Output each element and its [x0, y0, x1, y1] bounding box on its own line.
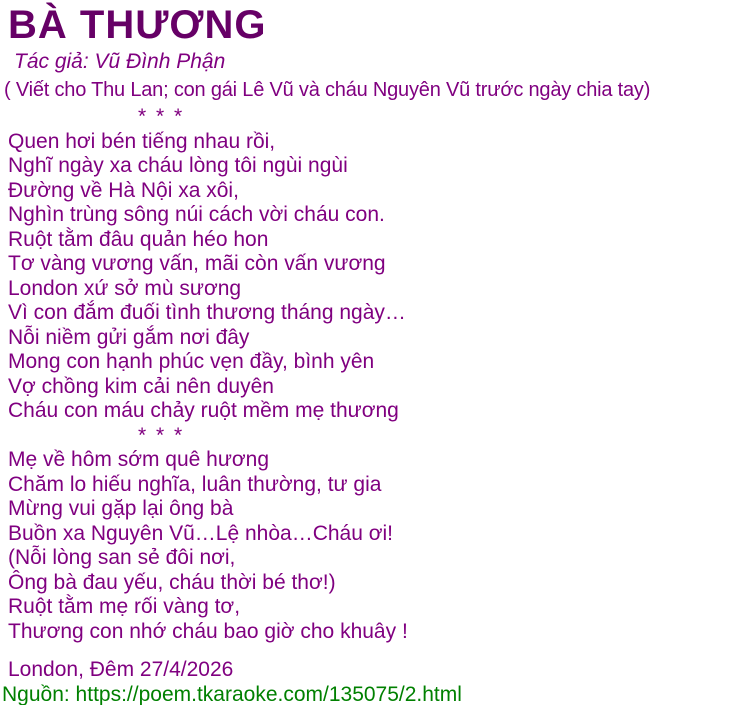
poem-line: Chăm lo hiếu nghĩa, luân thường, tư gia	[8, 472, 382, 496]
stanza-separator: * * *	[138, 423, 185, 447]
poem-line: Mẹ về hôm sớm quê hương	[8, 448, 270, 471]
poem-author: Tác giả: Vũ Đình Phận	[14, 50, 226, 73]
poem-line: Tơ vàng vương vấn, mãi còn vấn vương	[8, 252, 386, 275]
poem-signature: London, Đêm 27/4/2026	[8, 658, 234, 681]
poem-line: Nghĩ ngày xa cháu lòng tôi ngùi ngùi	[8, 154, 348, 177]
source-line: Nguồn: https://poem.tkaraoke.com/135075/2.html	[2, 682, 462, 705]
poem-line: London xứ sở mù sương	[8, 276, 242, 300]
poem-title: BÀ THƯƠNG	[8, 3, 267, 47]
stanza-2	[8, 448, 732, 644]
poem-line: Buồn xa Nguyên Vũ…Lệ nhòa…Cháu ơi!	[8, 521, 394, 545]
poem-line: (Nỗi lòng san sẻ đôi nơi,	[8, 546, 236, 569]
poem-line: Nghìn trùng sông núi cách vời cháu con.	[8, 203, 385, 226]
stanza-separator: * * *	[138, 105, 185, 128]
poem-line: Mừng vui gặp lại ông bà	[8, 497, 234, 520]
poem-line: Ruột tằm mẹ rối vàng tơ,	[8, 595, 241, 618]
poem-line: Ông bà đau yếu, cháu thời bé thơ!)	[8, 570, 336, 594]
poem-line: Nỗi niềm gửi gắm nơi đây	[8, 325, 250, 349]
poem-line: Mong con hạnh phúc vẹn đầy, bình yên	[8, 350, 375, 373]
poem-dedication: ( Viết cho Thu Lan; con gái Lê Vũ và cháu Nguyên Vũ trước ngày chia tay)	[4, 79, 651, 101]
poem-line: Cháu con máu chảy ruột mềm mẹ thương	[8, 399, 399, 422]
poem-line: Vợ chồng kim cải nên duyên	[8, 374, 274, 398]
poem-line: Ruột tằm đâu quản héo hon	[8, 227, 269, 251]
stanza-1	[8, 130, 732, 424]
poem-line: Đường về Hà Nội xa xôi,	[8, 178, 239, 202]
poem-line: Thương con nhớ cháu bao giờ cho khuây !	[8, 619, 408, 643]
poem-line: Quen hơi bén tiếng nhau rồi,	[8, 129, 276, 153]
poem-line: Vì con đắm đuối tình thương tháng ngày…	[8, 301, 406, 324]
